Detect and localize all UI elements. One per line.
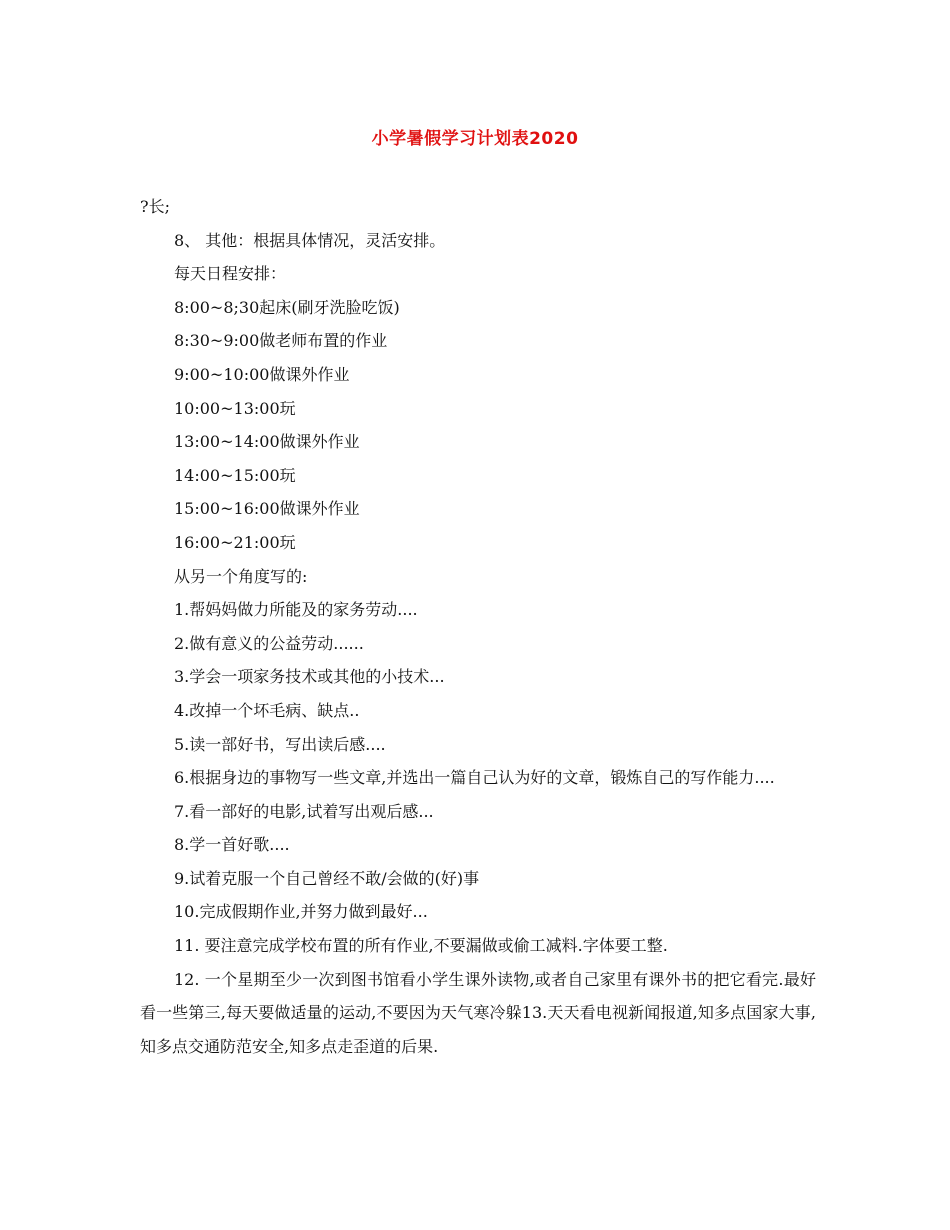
paragraph: 8:30~9:00做老师布置的作业 — [174, 331, 388, 351]
paragraph: 15:00~16:00做课外作业 — [174, 499, 360, 519]
paragraph: 从另一个角度写的: — [174, 566, 308, 586]
paragraph: 5.读一部好书，写出读后感.... — [174, 734, 386, 754]
paragraph: 9.试着克服一个自己曾经不敢/会做的(好)事 — [174, 868, 480, 888]
paragraph: 2.做有意义的公益劳动...... — [174, 633, 364, 653]
paragraph: 12. 一个星期至少一次到图书馆看小学生课外读物,或者自己家里有课外书的把它看完.最好看一些第三,每天要做适量的运动,不要因为天气寒冷躲13.天天看电视新闻报道,知多点国家大事,知多点交通防范安全,知多点走歪道的后果. — [140, 969, 816, 1056]
paragraph: 11. 要注意完成学校布置的所有作业,不要漏做或偷工减料.字体要工整. — [174, 936, 668, 956]
paragraph: 1.帮妈妈做力所能及的家务劳动.... — [174, 600, 418, 620]
paragraph: 6.根据身边的事物写一些文章,并选出一篇自己认为好的文章，锻炼自己的写作能力.... — [174, 768, 775, 788]
paragraph: 8:00~8;30起床(刷牙洗脸吃饭) — [174, 297, 400, 317]
paragraph: 8、 其他：根据具体情况，灵活安排。 — [174, 230, 446, 250]
paragraph: 10.完成假期作业,并努力做到最好... — [174, 902, 428, 922]
paragraph: 每天日程安排： — [174, 264, 287, 284]
paragraph: 16:00~21:00玩 — [174, 532, 296, 552]
paragraph: ?长; — [140, 197, 170, 216]
paragraph: 7.看一部好的电影,试着写出观后感... — [174, 801, 434, 821]
paragraph: 10:00~13:00玩 — [174, 398, 296, 418]
paragraph: 13:00~14:00做课外作业 — [174, 432, 360, 452]
paragraph: 8.学一首好歌.... — [174, 835, 290, 855]
paragraph: 9:00~10:00做课外作业 — [174, 364, 350, 384]
paragraph: 14:00~15:00玩 — [174, 465, 296, 485]
document-body — [140, 190, 816, 1063]
document-title: 小学暑假学习计划表2020 — [371, 129, 579, 149]
paragraph: 4.改掉一个坏毛病、缺点.. — [174, 700, 360, 720]
paragraph: 3.学会一项家务技术或其他的小技术... — [174, 667, 445, 687]
